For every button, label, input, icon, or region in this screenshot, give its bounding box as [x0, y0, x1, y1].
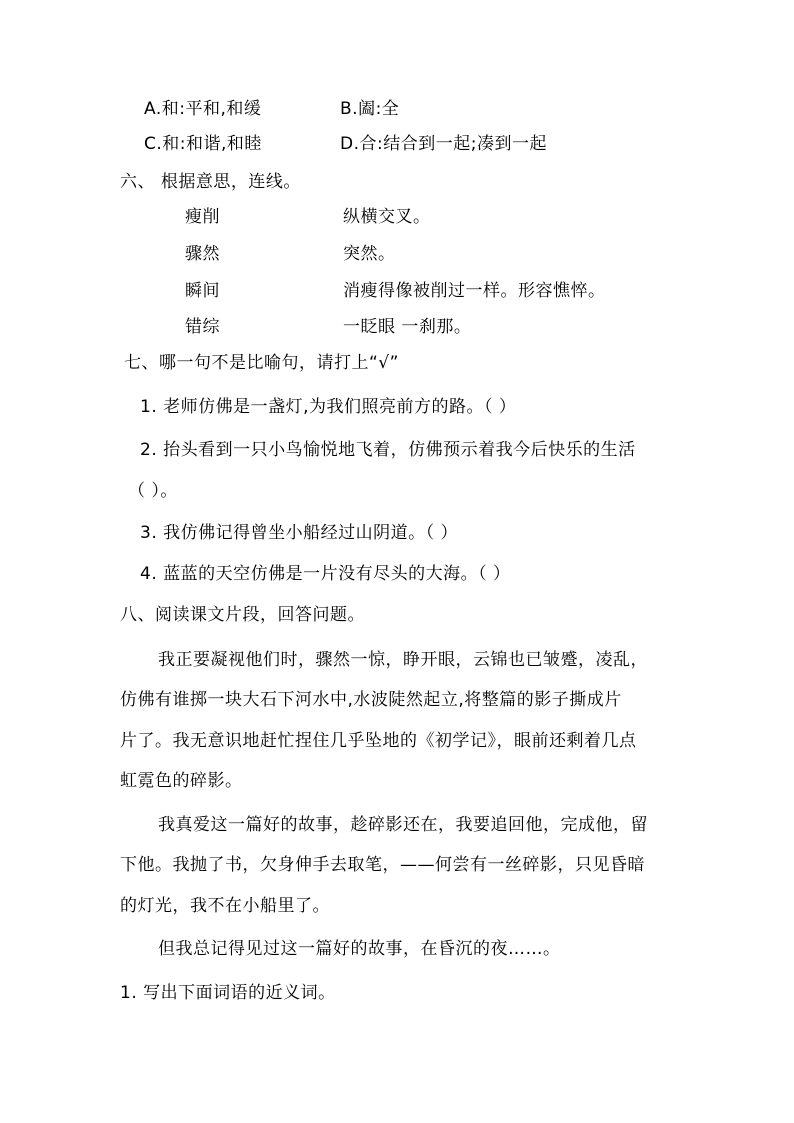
option-d: D.合:结合到一起;凑到一起	[340, 134, 547, 154]
question-item: 3. 我仿佛记得曾坐小船经过山阴道。（ ）	[140, 523, 459, 543]
match-word: 骤然	[185, 244, 220, 264]
option-a: A.和:平和,和缓	[144, 99, 262, 119]
paragraph-line: 的灯光，我不在小船里了。	[120, 896, 330, 916]
section6-heading: 六、 根据意思，连线。	[120, 172, 301, 192]
match-meaning: 消瘦得像被削过一样。形容憔悴。	[343, 281, 606, 301]
question-item: 1. 老师仿佛是一盏灯,为我们照亮前方的路。（ ）	[140, 397, 517, 417]
paragraph-line: 仿佛有谁掷一块大石下河水中,水波陡然起立,将整篇的影子撕成片	[120, 690, 622, 710]
question-item-continuation: （ ）。	[128, 481, 178, 501]
option-c: C.和:和谐,和睦	[144, 134, 262, 154]
match-word: 瞬间	[185, 281, 220, 301]
match-meaning: 突然。	[343, 244, 396, 264]
question-item: 2. 抬头看到一只小鸟愉悦地飞着，仿佛预示着我今后快乐的生活	[140, 440, 636, 460]
paragraph-line: 虹霓色的碎影。	[120, 771, 243, 791]
match-word: 瘦削	[185, 207, 220, 227]
match-meaning: 一眨眼 一刹那。	[343, 317, 472, 337]
paragraph-line: 但我总记得见过这一篇好的故事，在昏沉的夜……。	[158, 939, 561, 959]
match-word: 错综	[185, 317, 220, 337]
match-meaning: 纵横交叉。	[343, 207, 431, 227]
question-1: 1. 写出下面词语的近义词。	[120, 983, 336, 1003]
paragraph-line: 我真爱这一篇好的故事，趁碎影还在，我要追回他，完成他，留	[158, 815, 648, 835]
paragraph-line: 片了。我无意识地赶忙捏住几乎坠地的《初学记》，眼前还剩着几点	[120, 731, 637, 751]
section7-heading: 七、哪一句不是比喻句，请打上“√”	[124, 353, 399, 373]
question-item: 4. 蓝蓝的天空仿佛是一片没有尽头的大海。（ ）	[140, 564, 511, 584]
option-b: B.阖:全	[340, 99, 400, 119]
paragraph-line: 下他。我抛了书，欠身伸手去取笔，——何尝有一丝碎影，只见昏暗	[120, 855, 645, 875]
section8-heading: 八、阅读课文片段，回答问题。	[120, 605, 365, 625]
paragraph-line: 我正要凝视他们时，骤然一惊，睁开眼，云锦也已皱蹙，凌乱，	[158, 650, 648, 670]
